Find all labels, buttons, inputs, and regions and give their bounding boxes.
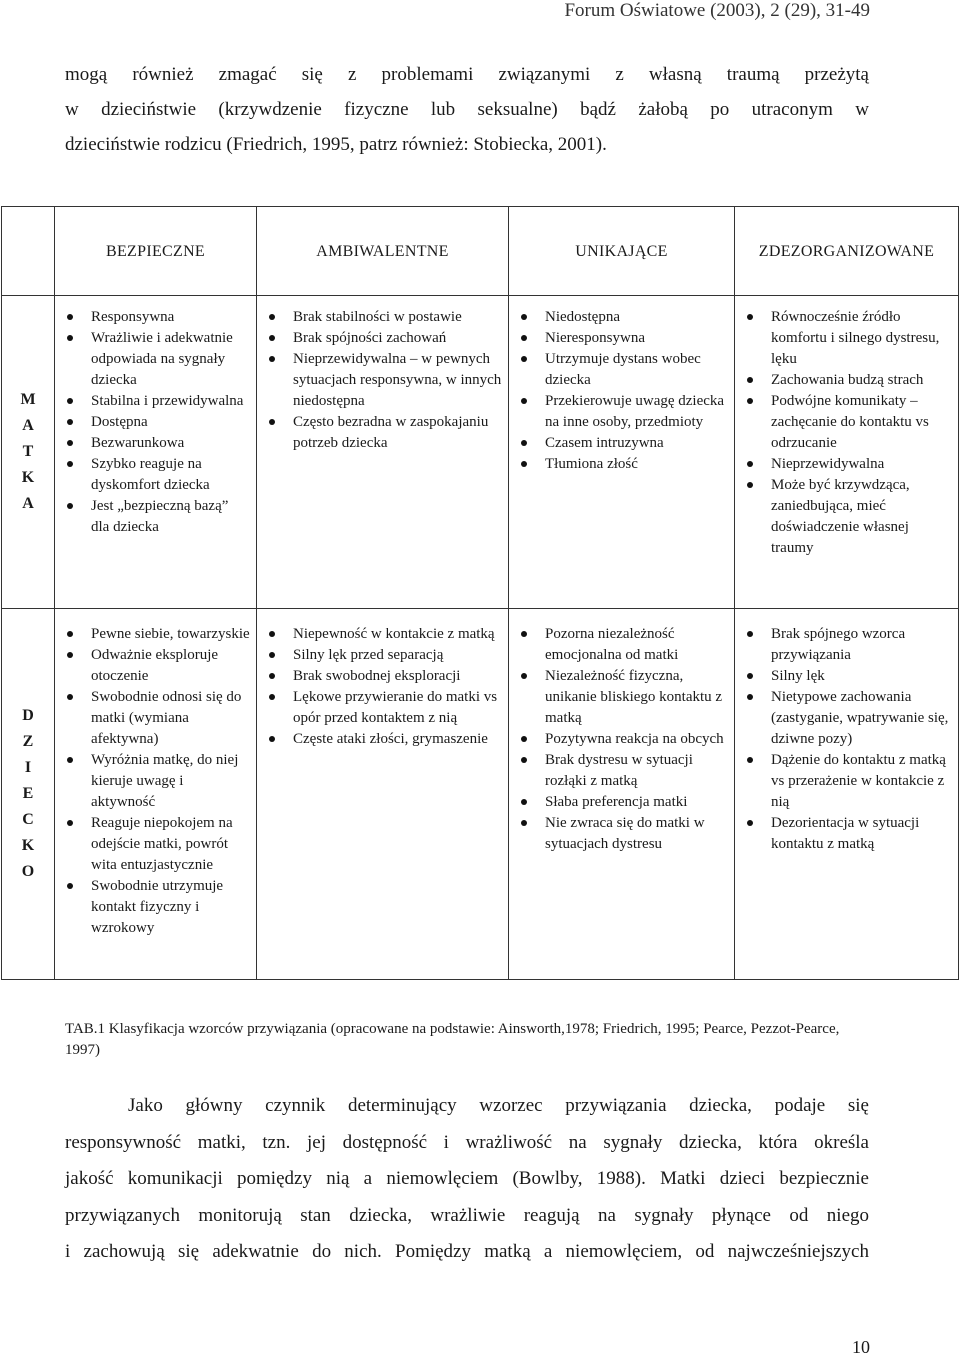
- text-line: mogą również zmagać się z problemami związanymi z własną traumą przeżytą: [65, 64, 869, 85]
- table-row-child: [2, 609, 959, 980]
- row-label-letter: A: [22, 495, 34, 512]
- bullet-item: Odważnie eksploruje otoczenie: [61, 645, 250, 687]
- bullet-item: Czasem intruzywna: [515, 433, 728, 454]
- row-label-letter: K: [21, 837, 35, 854]
- bullet-item: Nietypowe zachowania (zastyganie, wpatrywanie się, dziwne pozy): [741, 687, 952, 750]
- cell-mother-disorganized: [735, 296, 959, 609]
- bullet-item: Nie zwraca się do matki w sytuacjach dystresu: [515, 813, 728, 855]
- text-line: i zachowują się adekwatnie do nich. Pomiędzy matką a niemowlęciem, od najwcześniejszych: [65, 1241, 869, 1262]
- table-row-mother: [2, 296, 959, 609]
- bullet-item: Dostępna: [61, 412, 250, 433]
- bullet-item: Utrzymuje dystans wobec dziecka: [515, 349, 728, 391]
- bullet-item: Nieprzewidywalna – w pewnych sytuacjach responsywna, w innych niedostępna: [263, 349, 502, 412]
- bullet-item: Często bezradna w zaspokajaniu potrzeb dziecka: [263, 412, 502, 454]
- bullet-item: Reaguje niepokojem na odejście matki, powrót wita entuzjastycznie: [61, 813, 250, 876]
- row-label-letter: D: [22, 707, 34, 724]
- bullet-item: Silny lęk: [741, 666, 952, 687]
- table-caption: TAB.1 Klasyfikacja wzorców przywiązania (opracowane na podstawie: Ainsworth,1978; Friedrich, 1995; Pearce, Pezzot-Pearce, 1997): [65, 1021, 840, 1058]
- bullet-item: Przekierowuje uwagę dziecka na inne osoby, przedmioty: [515, 391, 728, 433]
- column-header: ZDEZORGANIZOWANE: [735, 207, 959, 296]
- cell-child-ambivalent: [257, 609, 509, 980]
- attachment-patterns-table: [1, 206, 959, 980]
- bullet-item: Wyróżnia matkę, do niej kieruje uwagę i aktywność: [61, 750, 250, 813]
- bullet-item: Brak stabilności w postawie: [263, 307, 502, 328]
- intro-paragraph: [65, 57, 869, 162]
- page-number: 10: [852, 1337, 870, 1357]
- column-header: BEZPIECZNE: [55, 207, 257, 296]
- text-line: responsywność matki, tzn. jej dostępność i wrażliwość na sygnały dziecka, która określa: [65, 1131, 869, 1153]
- cell-mother-avoidant: [509, 296, 735, 609]
- row-label-letter: I: [24, 759, 32, 776]
- bullet-item: Wrażliwie i adekwatnie odpowiada na sygnały dziecka: [61, 328, 250, 391]
- row-label-letter: K: [21, 469, 35, 486]
- text-line: przywiązanych monitorują stan dziecka, wrażliwie reagują na sygnały płynące od niego: [65, 1204, 869, 1226]
- text-line: Jako główny czynnik determinujący wzorzec przywiązania dziecka, podaje się: [128, 1095, 869, 1116]
- bullet-item: Niezależność fizyczna, unikanie bliskiego kontaktu z matką: [515, 666, 728, 729]
- bullet-item: Swobodnie odnosi się do matki (wymiana afektywna): [61, 687, 250, 750]
- row-label-letter: T: [22, 443, 34, 460]
- bullet-item: Pewne siebie, towarzyskie: [61, 624, 250, 645]
- bullet-item: Nieresponsywna: [515, 328, 728, 349]
- bullet-item: Słaba preferencja matki: [515, 792, 728, 813]
- column-header: UNIKAJĄCE: [509, 207, 735, 296]
- bullet-item: Niepewność w kontakcie z matką: [263, 624, 502, 645]
- column-header: AMBIWALENTNE: [257, 207, 509, 296]
- cell-child-secure: [55, 609, 257, 980]
- row-label-mother: [2, 296, 55, 609]
- bullet-item: Lękowe przywieranie do matki vs opór przed kontaktem z nią: [263, 687, 502, 729]
- bullet-item: Równocześnie źródło komfortu i silnego dystresu, lęku: [741, 307, 952, 370]
- bullet-item: Szybko reaguje na dyskomfort dziecka: [61, 454, 250, 496]
- bullet-item: Swobodnie utrzymuje kontakt fizyczny i wzrokowy: [61, 876, 250, 939]
- journal-citation: Forum Oświatowe (2003), 2 (29), 31-49: [564, 0, 870, 21]
- bullet-item: Tłumiona złość: [515, 454, 728, 475]
- bullet-item: Pozytywna reakcja na obcych: [515, 729, 728, 750]
- bullet-item: Niedostępna: [515, 307, 728, 328]
- text-line: jakość komunikacji pomiędzy nią a niemowlęciem (Bowlby, 1988). Matki dzieci bezpiecznie: [65, 1168, 869, 1189]
- cell-mother-secure: [55, 296, 257, 609]
- bullet-item: Brak swobodnej eksploracji: [263, 666, 502, 687]
- bullet-item: Dążenie do kontaktu z matką vs przerażenie w kontakcie z nią: [741, 750, 952, 813]
- row-label-letter: C: [22, 811, 34, 828]
- row-label-letter: A: [22, 417, 34, 434]
- row-label-letter: E: [22, 785, 34, 802]
- bullet-item: Brak spójnego wzorca przywiązania: [741, 624, 952, 666]
- cell-child-disorganized: [735, 609, 959, 980]
- bullet-item: Bezwarunkowa: [61, 433, 250, 454]
- row-label-child: [2, 609, 55, 980]
- row-label-letter: Z: [22, 733, 34, 750]
- bullet-item: Jest „bezpieczną bazą” dla dziecka: [61, 496, 250, 538]
- bullet-item: Pozorna niezależność emocjonalna od matki: [515, 624, 728, 666]
- bullet-item: Brak dystresu w sytuacji rozłąki z matką: [515, 750, 728, 792]
- bullet-item: Silny lęk przed separacją: [263, 645, 502, 666]
- corner-cell: [2, 207, 55, 296]
- bullet-item: Responsywna: [61, 307, 250, 328]
- bullet-item: Dezorientacja w sytuacji kontaktu z matką: [741, 813, 952, 855]
- body-paragraph: [65, 1088, 869, 1271]
- row-label-letter: M: [20, 391, 36, 408]
- row-label-letter: O: [21, 863, 35, 880]
- bullet-item: Stabilna i przewidywalna: [61, 391, 250, 412]
- table-header-row: [2, 207, 959, 296]
- bullet-item: Zachowania budzą strach: [741, 370, 952, 391]
- bullet-item: Brak spójności zachowań: [263, 328, 502, 349]
- cell-mother-ambivalent: [257, 296, 509, 609]
- bullet-item: Nieprzewidywalna: [741, 454, 952, 475]
- cell-child-avoidant: [509, 609, 735, 980]
- text-line: dzieciństwie rodzicu (Friedrich, 1995, patrz również: Stobiecka, 2001).: [65, 134, 607, 155]
- text-line: w dzieciństwie (krzywdzenie fizyczne lub seksualne) bądź żałobą po utraconym w: [65, 99, 869, 120]
- bullet-item: Może być krzywdząca, zaniedbująca, mieć doświadczenie własnej traumy: [741, 475, 952, 559]
- bullet-item: Częste ataki złości, grymaszenie: [263, 729, 502, 750]
- bullet-item: Podwójne komunikaty – zachęcanie do kontaktu vs odrzucanie: [741, 391, 952, 454]
